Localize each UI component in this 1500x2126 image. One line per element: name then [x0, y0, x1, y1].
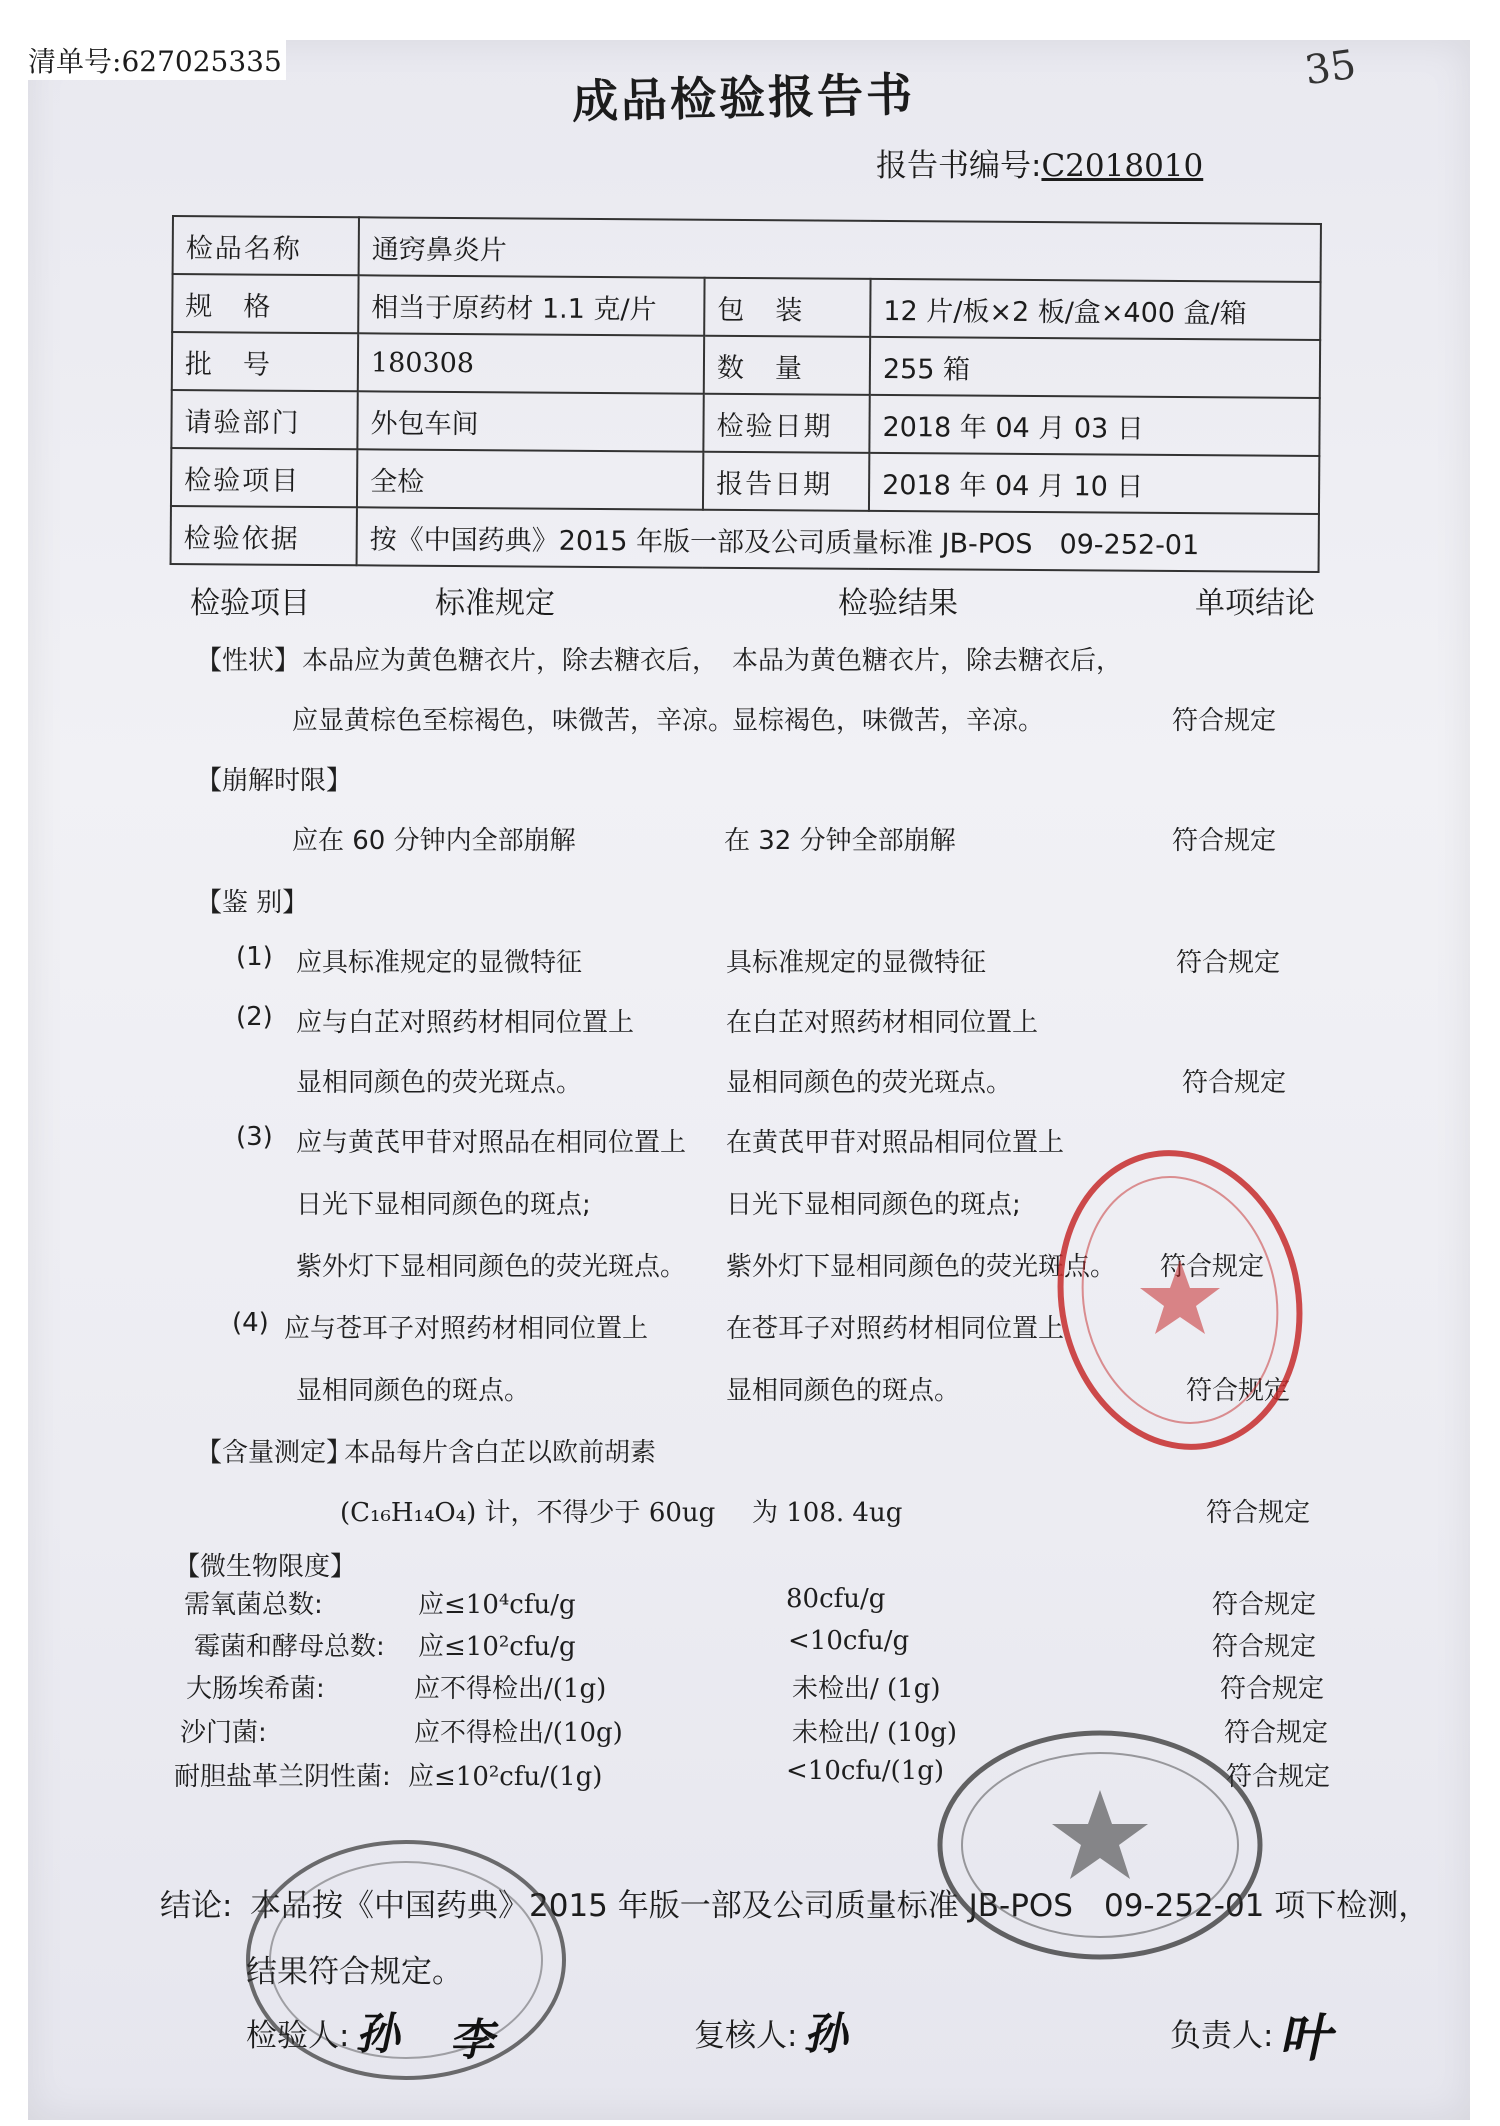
id2-std-1: 应与白芷对照药材相同位置上 — [296, 1008, 635, 1038]
dept: 外包车间 — [357, 391, 703, 451]
id4-conclusion: 符合规定 — [1186, 1376, 1291, 1406]
inspect-date: 2018 年 04 月 03 日 — [869, 395, 1319, 456]
id2-conclusion: 符合规定 — [1182, 1068, 1287, 1098]
list-number — [24, 40, 286, 80]
micro-conclusion: 符合规定 — [1224, 1718, 1329, 1748]
id1-conclusion: 符合规定 — [1176, 948, 1281, 978]
col-standard: 标准规定 — [435, 586, 555, 621]
info-table — [170, 215, 1322, 573]
item-label: 检验项目 — [171, 448, 357, 507]
disintegration-conclusion: 符合规定 — [1172, 826, 1277, 856]
micro-standard: 应不得检出/(1g) — [414, 1674, 607, 1704]
micro-name: 耐胆盐革兰阴性菌: — [174, 1762, 391, 1792]
product-name-label: 检品名称 — [173, 216, 359, 275]
micro-name: 需氧菌总数: — [184, 1590, 323, 1620]
id3-res-1: 在黄芪甲苷对照品相同位置上 — [726, 1128, 1065, 1158]
inspector-signature-2: 李 — [447, 2015, 503, 2066]
report-number-label: 报告书编号: — [876, 148, 1042, 184]
responsible-signature: 叶 — [1276, 2008, 1342, 2069]
identification-label: 【鉴 别】 — [196, 888, 309, 918]
micro-result: 80cfu/g — [786, 1584, 886, 1614]
micro-result: <10cfu/g — [788, 1626, 910, 1656]
disintegration-std: 应在 60 分钟内全部崩解 — [292, 826, 576, 856]
character-std-2: 应显黄棕色至棕褐色，味微苦，辛凉。 — [292, 706, 735, 736]
assay-label: 【含量测定】 — [196, 1438, 353, 1468]
id1-number: (1) — [236, 942, 273, 972]
list-number-label: 清单号: — [28, 45, 122, 78]
id3-res-2: 日光下显相同颜色的斑点; — [726, 1190, 1021, 1220]
assay-res: 为 108. 4ug — [752, 1498, 903, 1528]
id2-number: (2) — [236, 1002, 273, 1032]
id2-res-2: 显相同颜色的荧光斑点。 — [726, 1068, 1013, 1098]
id1-res: 具标准规定的显微特征 — [726, 948, 987, 978]
micro-standard: 应≤10⁴cfu/g — [418, 1590, 576, 1620]
id3-std-2: 日光下显相同颜色的斑点; — [296, 1190, 591, 1220]
red-company-seal — [1050, 1140, 1310, 1460]
id3-std-3: 紫外灯下显相同颜色的荧光斑点。 — [296, 1252, 687, 1282]
reviewer-signature: 孙 — [801, 2009, 857, 2060]
spec: 相当于原药材 1.1 克/片 — [358, 275, 704, 335]
package: 12 片/板×2 板/盒×400 盒/箱 — [870, 279, 1320, 340]
disintegration-label: 【崩解时限】 — [196, 766, 353, 796]
character-std-1: 本品应为黄色糖衣片，除去糖衣后， — [302, 646, 719, 676]
product-name: 通窍鼻炎片 — [359, 217, 1321, 282]
id4-res-1: 在苍耳子对照药材相同位置上 — [726, 1314, 1065, 1344]
dept-label: 请验部门 — [171, 390, 357, 449]
id3-number: (3) — [236, 1122, 273, 1152]
col-conclusion: 单项结论 — [1195, 586, 1315, 621]
report-number — [876, 140, 1203, 185]
micro-conclusion: 符合规定 — [1220, 1674, 1325, 1704]
id3-conclusion: 符合规定 — [1160, 1252, 1265, 1282]
inspection-seal — [236, 1830, 576, 2090]
assay-conclusion: 符合规定 — [1206, 1498, 1311, 1528]
micro-standard: 应≤10²cfu/g — [418, 1632, 576, 1662]
basis-label: 检验依据 — [171, 506, 357, 565]
micro-standard: 应≤10²cfu/(1g) — [408, 1762, 603, 1792]
inspector-label: 检验人: — [246, 2018, 350, 2054]
spec-label: 规 格 — [172, 274, 358, 333]
qc-seal — [930, 1720, 1270, 1970]
id3-res-3: 紫外灯下显相同颜色的荧光斑点。 — [726, 1252, 1117, 1282]
id1-std: 应具标准规定的显微特征 — [296, 948, 583, 978]
micro-result: <10cfu/(1g) — [786, 1756, 945, 1786]
micro-result: 未检出/ (10g) — [792, 1718, 958, 1748]
micro-result: 未检出/ (1g) — [792, 1674, 941, 1704]
conclusion-label: 结论: — [160, 1888, 233, 1924]
quantity: 255 箱 — [870, 337, 1320, 398]
micro-name: 沙门菌: — [180, 1718, 267, 1748]
disintegration-res: 在 32 分钟全部崩解 — [724, 826, 956, 856]
id4-number: (4) — [232, 1308, 269, 1338]
col-result: 检验结果 — [838, 586, 958, 621]
micro-conclusion: 符合规定 — [1212, 1632, 1317, 1662]
character-conclusion: 符合规定 — [1172, 706, 1277, 736]
micro-conclusion: 符合规定 — [1212, 1590, 1317, 1620]
micro-conclusion: 符合规定 — [1226, 1762, 1331, 1792]
report-date: 2018 年 04 月 10 日 — [869, 453, 1319, 514]
page-mark: 35 — [1302, 41, 1359, 95]
col-item: 检验项目 — [190, 586, 310, 621]
report-number-value: C2018010 — [1041, 148, 1204, 184]
character-label: 【性状】 — [196, 646, 301, 676]
id2-std-2: 显相同颜色的荧光斑点。 — [296, 1068, 583, 1098]
batch-label: 批 号 — [172, 332, 358, 391]
character-res-1: 本品为黄色糖衣片，除去糖衣后， — [732, 646, 1123, 676]
responsible-label: 负责人: — [1170, 2018, 1274, 2054]
id4-res-2: 显相同颜色的斑点。 — [726, 1376, 961, 1406]
conclusion-text-2: 结果符合规定。 — [246, 1954, 463, 1990]
report-date-label: 报告日期 — [703, 452, 869, 511]
quantity-label: 数 量 — [704, 336, 870, 395]
inspector-signature: 孙 — [353, 2009, 409, 2060]
package-label: 包 装 — [704, 278, 870, 337]
character-res-2: 显棕褐色，味微苦，辛凉。 — [732, 706, 1045, 736]
item: 全检 — [357, 449, 703, 509]
reviewer-label: 复核人: — [694, 2018, 798, 2054]
conclusion-text-1: 本品按《中国药典》2015 年版一部及公司质量标准 JB-POS 09-252-01 项下检测， — [250, 1888, 1430, 1924]
report-title: 成品检验报告书 — [571, 67, 916, 129]
assay-std-1: 本品每片含白芷以欧前胡素 — [344, 1438, 657, 1468]
assay-std-2: (C₁₆H₁₄O₄) 计，不得少于 60ug — [340, 1498, 716, 1528]
id3-std-1: 应与黄芪甲苷对照品在相同位置上 — [296, 1128, 687, 1158]
micro-standard: 应不得检出/(10g) — [414, 1718, 623, 1748]
id4-std-2: 显相同颜色的斑点。 — [296, 1376, 531, 1406]
basis: 按《中国药典》2015 年版一部及公司质量标准 JB-POS 09-252-01 — [357, 507, 1319, 572]
inspect-date-label: 检验日期 — [703, 394, 869, 453]
micro-name: 大肠埃希菌: — [186, 1674, 325, 1704]
id4-std-1: 应与苍耳子对照药材相同位置上 — [284, 1314, 649, 1344]
list-number-value: 627025335 — [121, 45, 282, 78]
batch: 180308 — [358, 333, 704, 393]
micro-label: 【微生物限度】 — [174, 1552, 357, 1582]
micro-name: 霉菌和酵母总数: — [194, 1632, 385, 1662]
id2-res-1: 在白芷对照药材相同位置上 — [726, 1008, 1039, 1038]
